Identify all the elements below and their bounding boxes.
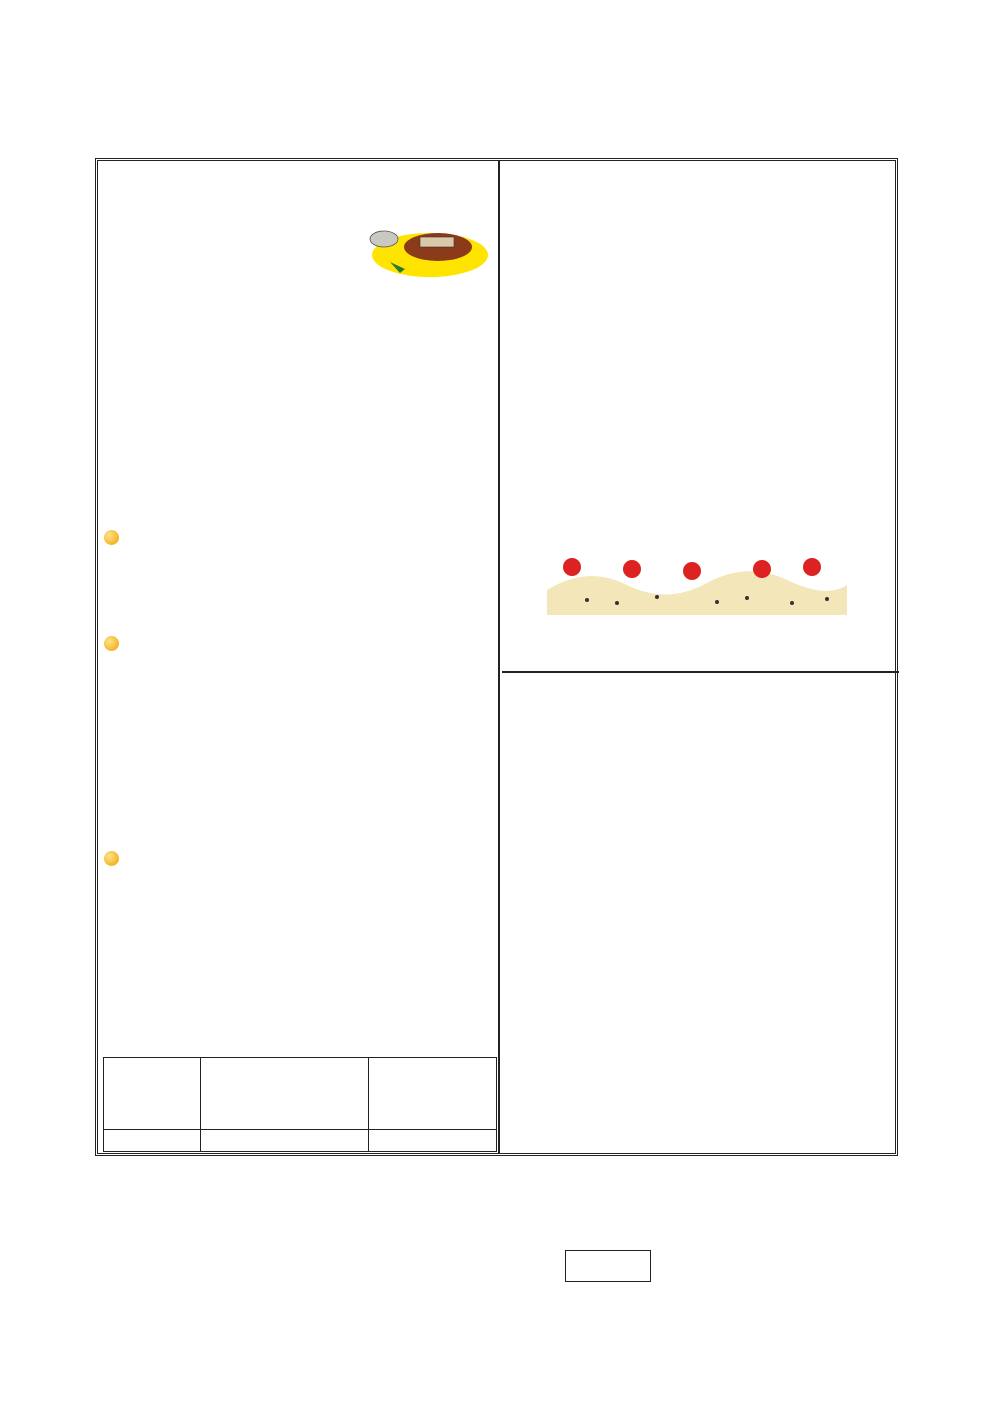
table-header <box>104 1058 201 1130</box>
section-heading-3 <box>104 849 126 868</box>
table-header <box>201 1058 369 1130</box>
stamp-omitted <box>565 1250 651 1282</box>
left-panel <box>98 161 500 1153</box>
table-header <box>369 1058 497 1130</box>
bullet-icon <box>104 530 119 545</box>
section-heading-2 <box>104 634 126 653</box>
trash-bag-illustration <box>360 217 490 279</box>
table-cell <box>104 1130 201 1152</box>
table-cell <box>201 1130 369 1152</box>
bullet-icon <box>104 636 119 651</box>
bullet-icon <box>104 851 119 866</box>
tips-grid <box>502 671 899 1153</box>
crab-illustration <box>547 545 847 615</box>
table-cell <box>369 1130 497 1152</box>
water-table-left <box>103 1057 497 1152</box>
main-frame <box>95 158 898 1156</box>
section-heading-1 <box>104 528 126 547</box>
right-panel <box>502 161 895 1153</box>
